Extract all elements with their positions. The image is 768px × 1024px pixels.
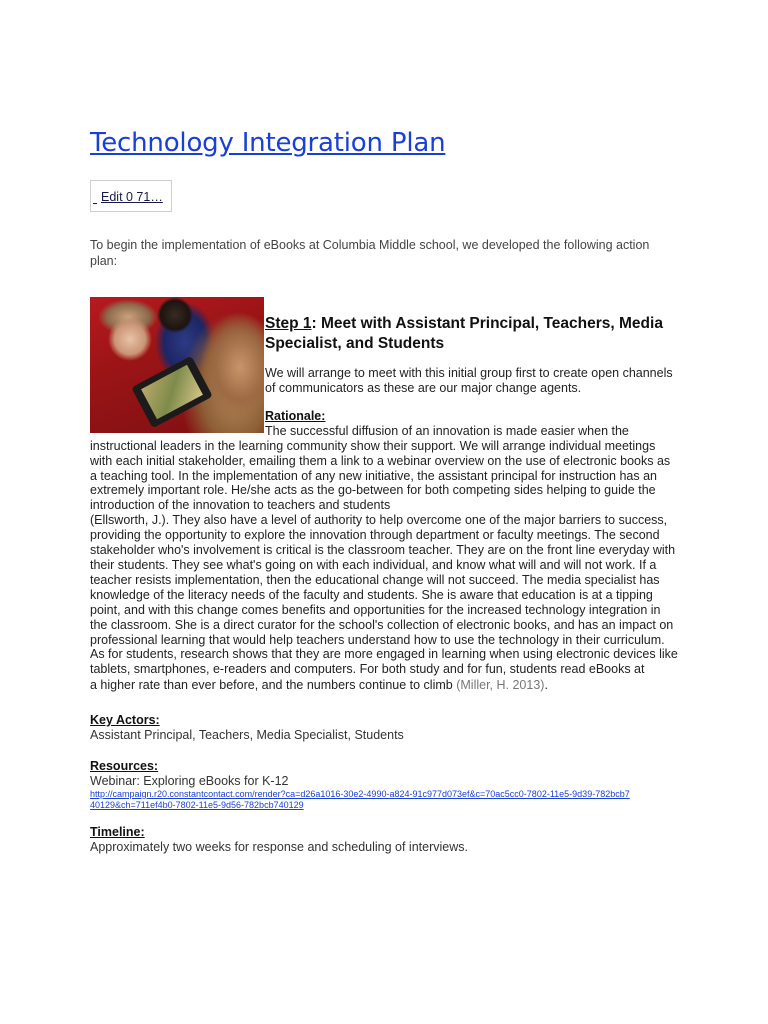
resources-label: Resources: xyxy=(90,759,159,773)
edit-underline xyxy=(93,203,97,204)
rationale-text-2: (Ellsworth, J.). They also have a level of authority to help overcome one of the major barriers to success, providing the opportunity to explore the innovation through department or faculty meetings. The second stakeholder who's involvement is critical is the classroom teacher. They are on the front line everyday with their students. They see what's going on with each individual, and know what will and will not work. If a teacher resists implementation, then the educational change will not succeed. The media specialist has knowledge of the literacy needs of the faculty and students. She is aware that education is at a tipping point, and with this change comes benefits and opportunities for the increased technology integration in the classroom. She is a direct curator for the school's collection of electronic books, and has an impact on professional learning that would help teachers understand how to use the technology in their curriculum. As for students, research shows that they are more engaged in learning when using electronic devices like tablets, smartphones, e-readers and computers. For both study and for fun, students read eBooks at xyxy=(90,513,678,677)
rationale-text-1: The successful diffusion of an innovation is made easier when the instructional leaders in the learning community show their support. We will arrange individual meetings with each initial stakeholder, emailing them a link to a webinar overview on the use of electronic books as a teaching tool. In the implementation of any new initiative, the assistant principal for instruction has an extremely important role. He/she acts as the go-between for both competing sides helping to guide the introduction of the innovation to teachers and students xyxy=(90,423,671,513)
timeline-section xyxy=(90,825,690,855)
tablet-image xyxy=(131,356,213,429)
rationale-label: Rationale: xyxy=(265,408,326,423)
resources-section xyxy=(90,759,690,811)
citation-period: . xyxy=(544,678,548,693)
webinar-title: Webinar: Exploring eBooks for K-12 xyxy=(90,774,289,788)
webinar-link[interactable]: http://campaign.r20.constantcontact.com/render?ca=d26a1016-30e2-4990-a824-91c977d073ef&c=70ac5cc0-7802-11e5-9d39-782bcb740129&ch=711ef4b0-7802-11e5-9d56-782bcb740129 xyxy=(90,789,630,810)
citation-miller: (Miller, H. 2013) xyxy=(456,678,545,693)
students-tablet-photo xyxy=(90,297,264,433)
step1-arrange-text: We will arrange to meet with this initial group first to create open channels of communicators as these are our major change agents. xyxy=(265,366,673,395)
page-title[interactable]: Technology Integration Plan xyxy=(90,128,446,158)
timeline-text: Approximately two weeks for response and scheduling of interviews. xyxy=(90,840,468,854)
step1-link[interactable]: Step 1 xyxy=(265,315,312,332)
key-actors-label: Key Actors: xyxy=(90,713,160,727)
key-actors-text: Assistant Principal, Teachers, Media Specialist, Students xyxy=(90,728,404,742)
intro-text: To begin the implementation of eBooks at Columbia Middle school, we developed the following action plan: xyxy=(90,238,650,268)
step1-heading-text: : Meet with Assistant Principal, Teachers, Media Specialist, and Students xyxy=(265,315,663,352)
step1-section xyxy=(90,297,680,693)
key-actors-section xyxy=(90,713,690,743)
edit-box xyxy=(90,180,172,212)
edit-button[interactable]: Edit 0 71… xyxy=(101,190,163,204)
timeline-label: Timeline: xyxy=(90,825,145,839)
rationale-text-3 xyxy=(90,678,680,693)
rationale-closing: a higher rate than ever before, and the numbers continue to climb xyxy=(90,678,453,693)
